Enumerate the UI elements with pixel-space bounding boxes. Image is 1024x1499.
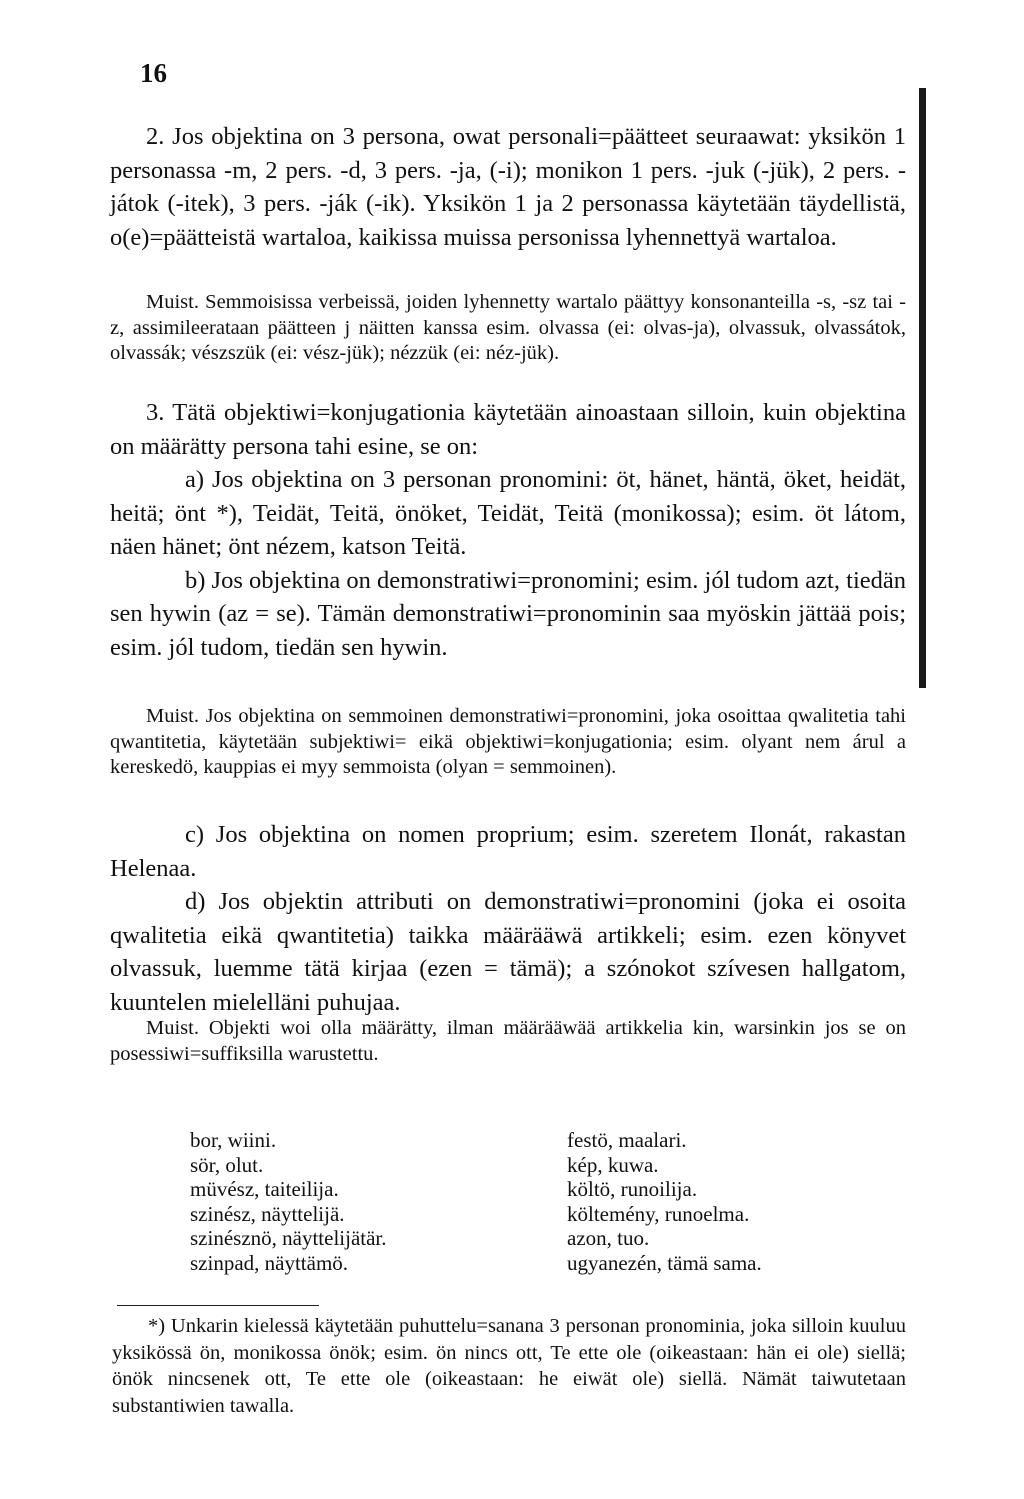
note-3-block xyxy=(110,1016,906,1067)
vocab-item: szinész, näyttelijä. xyxy=(190,1201,345,1226)
vocab-item: bor, wiini. xyxy=(190,1128,277,1152)
note-1: Muist. Semmoisissa verbeissä, joiden lyhennetty wartalo päättyy konsonanteilla -s, -sz tai -z, assimileerataan päätteen j näitten kanssa esim. olvassa (ei: olvas-ja), olvassuk, olvassátok, olvassák; vészszük (ei: vész-jük); nézzük (ei: néz-jük). xyxy=(110,291,906,364)
body-text xyxy=(110,120,906,254)
vocab-right-column xyxy=(567,1128,762,1275)
vocab-left-column xyxy=(190,1128,387,1275)
vocab-item: ugyanezén, tämä sama. xyxy=(567,1250,762,1275)
item-a: a) Jos objektina on 3 personan pronomini: öt, hänet, häntä, öket, heidät, heitä; önt *), Teidät, Teitä, önöket, Teidät, Teitä (monikossa); esim. öt látom, näen hänet; önt nézem, katson Teitä. xyxy=(110,466,906,560)
paragraph-2: 2. Jos objektina on 3 persona, owat personali=päätteet seuraawat: yksikön 1 personassa -m, 2 pers. -d, 3 pers. -ja, (-i); monikon 1 pers. -juk (-jük), 2 pers. -játok (-itek), 3 pers. -ják (-ik). Yksikön 1 ja 2 personassa käytetään täydellistä, o(e)=päätteistä wartaloa, kaikissa muissa personissa lyhennettyä wartaloa. xyxy=(110,123,906,251)
vocab-item: költemény, runoelma. xyxy=(567,1201,750,1226)
note-2-block xyxy=(110,704,906,781)
section-cd xyxy=(110,818,906,1019)
vocab-item: szinésznö, näyttelijätär. xyxy=(190,1226,387,1250)
footnote: *) Unkarin kielessä käytetään puhuttelu=sanana 3 personan pronominia, joka silloin kuuluu yksikössä ön, monikossa önök; esim. ön nincs ott, Te ette ole (oikeastaan: hän ei ole) siellä; önök nincsenek ott, Te ette ole (oikeastaan: he eiwät ole) siellä. Nämät taiwutetaan substantiwien tawalla. xyxy=(112,1315,906,1417)
page-edge-shadow xyxy=(919,88,926,688)
vocab-item: azon, tuo. xyxy=(567,1226,650,1250)
vocab-item: müvész, taiteilija. xyxy=(190,1177,339,1201)
section-3 xyxy=(110,396,906,664)
vocab-item: költö, runoilija. xyxy=(567,1177,698,1201)
note-1-block xyxy=(110,290,906,367)
vocab-item: sör, olut. xyxy=(190,1152,264,1177)
vocab-item: festö, maalari. xyxy=(567,1128,687,1152)
footnote-divider xyxy=(117,1305,319,1306)
note-2: Muist. Jos objektina on semmoinen demonstratiwi=pronomini, joka osoittaa qwalitetia tahi qwantitetia, käytetään subjektiwi= eikä objektiwi=konjugationia; esim. olyant nem árul a kereskedö, kauppias ei myy semmoista (olyan = semmoinen). xyxy=(110,705,906,778)
vocab-item: kép, kuwa. xyxy=(567,1152,659,1177)
note-3: Muist. Objekti woi olla määrätty, ilman määrääwää artikkelia kin, warsinkin jos se on posessiwi=suffiksilla warustettu. xyxy=(110,1017,906,1065)
vocab-item: szinpad, näyttämö. xyxy=(190,1250,349,1275)
paragraph-3: 3. Tätä objektiwi=konjugationia käytetään ainoastaan silloin, kuin objektina on määrätty persona tahi esine, se on: xyxy=(110,399,906,460)
item-d: d) Jos objektin attributi on demonstratiwi=pronomini (joka ei osoita qwalitetia eikä qwantitetia) taikka määrääwä artikkeli; esim. ezen könyvet olvassuk, luemme tätä kirjaa (ezen = tämä); a szónokot szívesen hallgatom, kuuntelen mielelläni puhujaa. xyxy=(110,888,906,1016)
item-c: c) Jos objektina on nomen proprium; esim. szeretem Ilonát, rakastan Helenaa. xyxy=(110,821,906,882)
page-number: 16 xyxy=(140,58,167,88)
footnote-block xyxy=(112,1313,906,1419)
item-b: b) Jos objektina on demonstratiwi=pronomini; esim. jól tudom azt, tiedän sen hywin (az = se). Tämän demonstratiwi=pronominin saa myöskin jättää pois; esim. jól tudom, tiedän sen hywin. xyxy=(110,566,906,661)
